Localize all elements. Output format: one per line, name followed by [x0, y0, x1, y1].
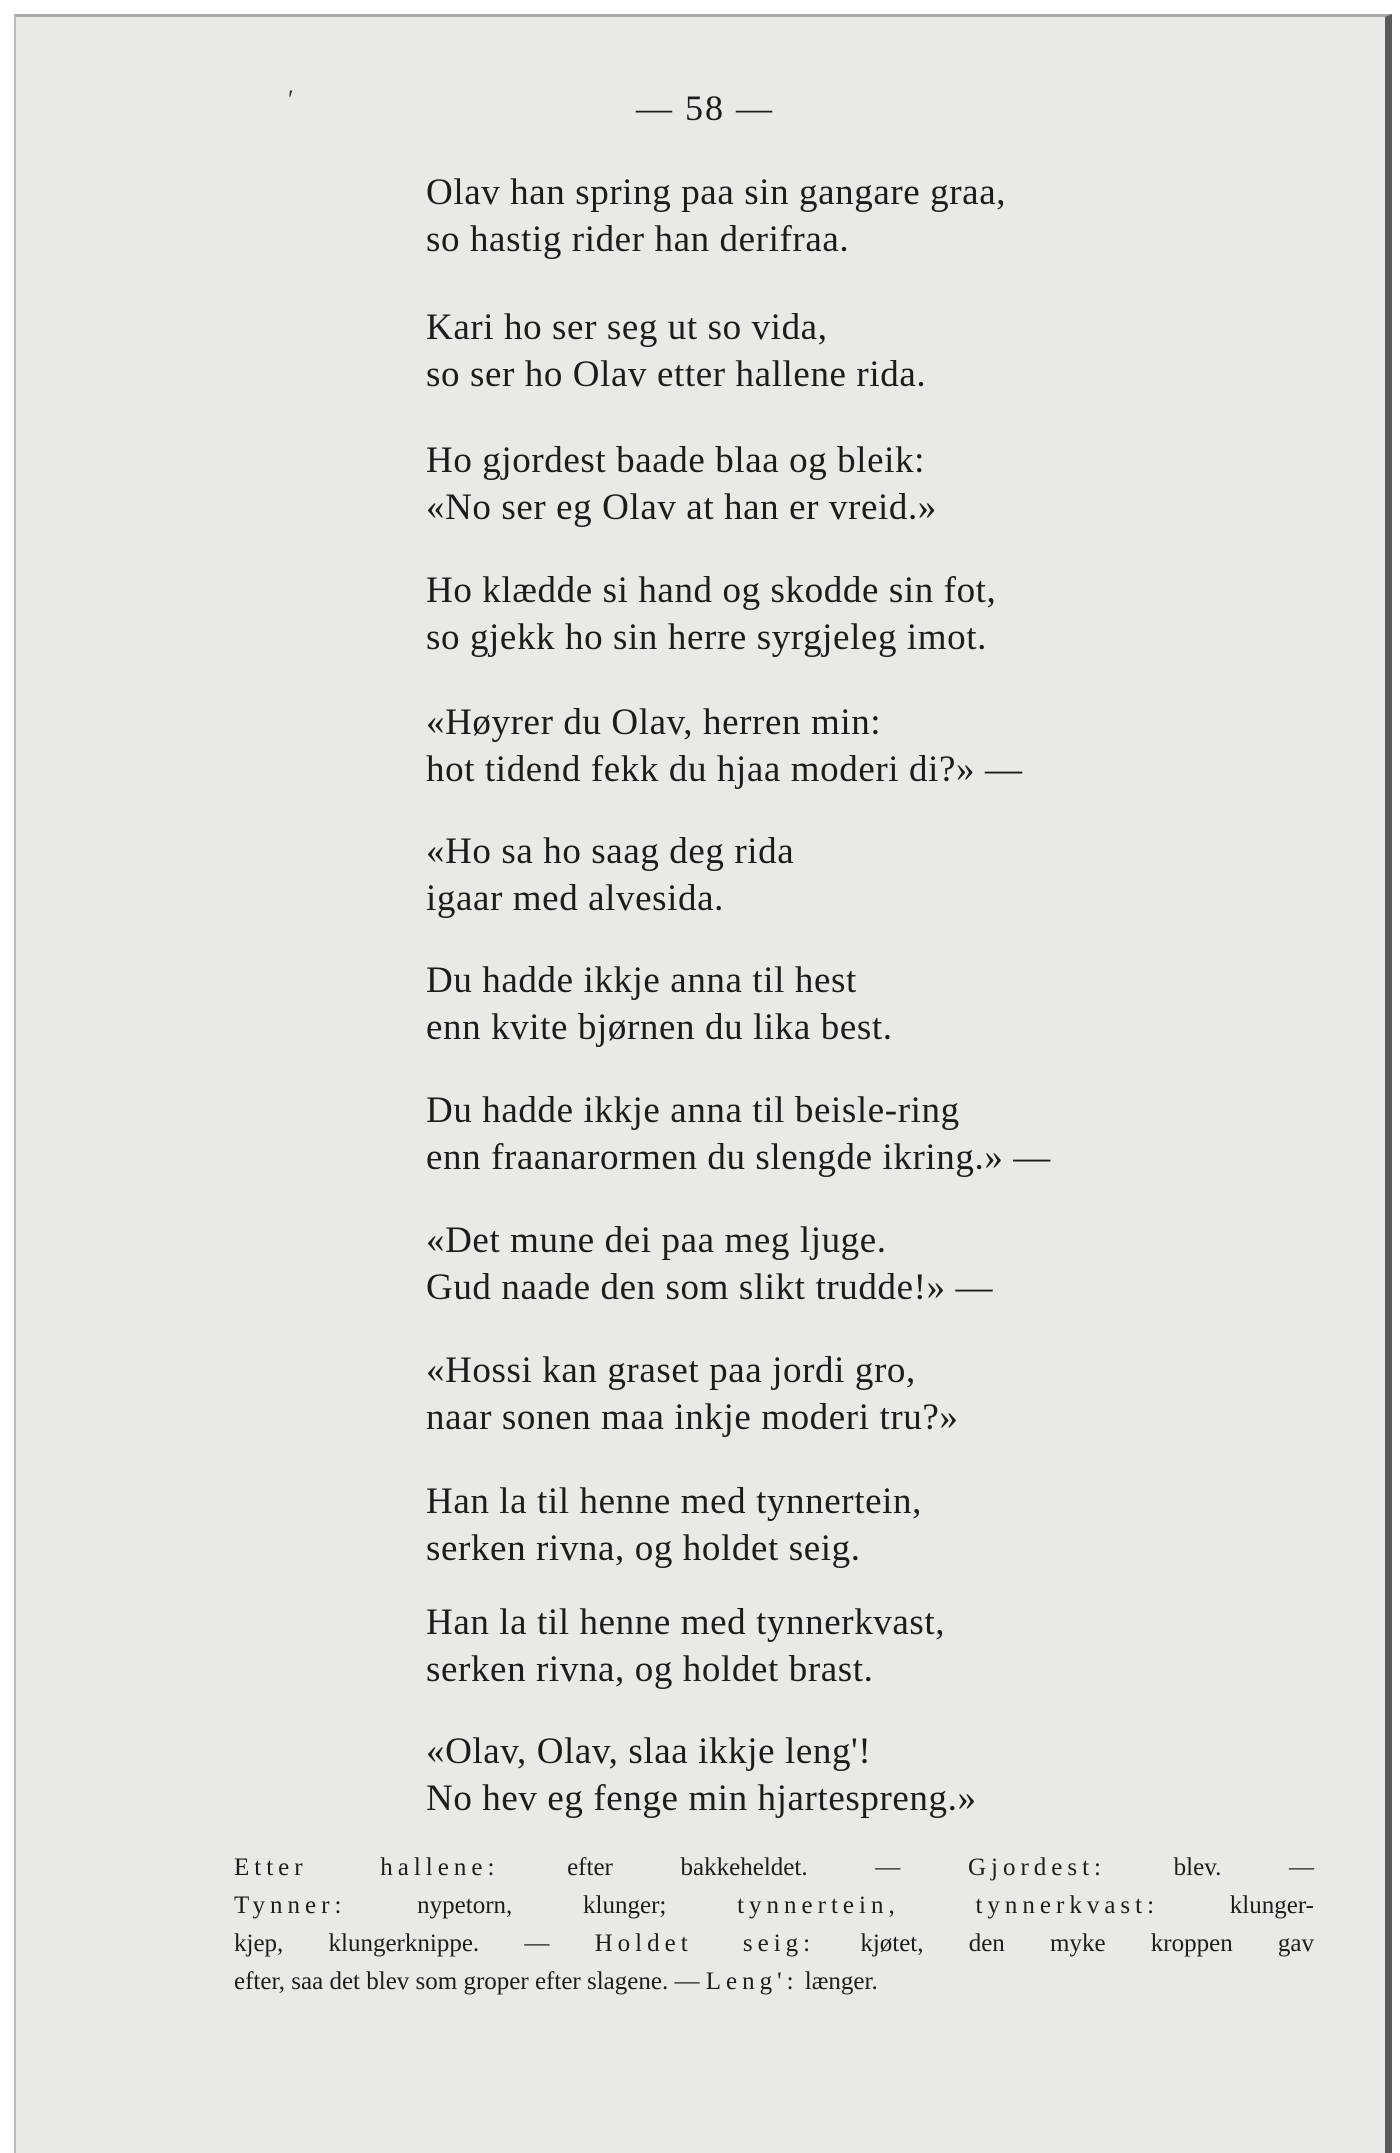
verse-line: «No ser eg Olav at han er vreid.»	[426, 487, 937, 528]
verse-line: Gud naade den som slikt trudde!» —	[426, 1267, 994, 1308]
footnote-line	[234, 1887, 1314, 1925]
stanza	[426, 437, 937, 531]
verse-line: Ho gjordest baade blaa og bleik:	[426, 440, 926, 481]
verse-line: Han la til henne med tynnerkvast,	[426, 1602, 946, 1643]
footnote-text: kjep, klungerknippe. —	[234, 1930, 550, 1957]
verse-line: «Olav, Olav, slaa ikkje leng'!	[426, 1731, 872, 1772]
stanza	[426, 1347, 958, 1441]
verse-line: «Høyrer du Olav, herren min:	[426, 702, 882, 743]
footnote-text: længer.	[804, 1968, 878, 1995]
stanza	[426, 1217, 993, 1311]
footnote-text: efter, saa det blev som groper efter slagene. —	[234, 1968, 700, 1995]
footnote-line	[234, 1925, 1314, 1963]
verse-line: Han la til henne med tynnertein,	[426, 1481, 922, 1522]
verse-line: Ho klædde si hand og skodde sin fot,	[426, 570, 997, 611]
footnotes	[234, 1849, 1314, 2001]
footnote-term: Gjordest:	[967, 1854, 1106, 1881]
footnote-text: klunger-	[1229, 1892, 1314, 1919]
verse-line: «Det mune dei paa meg ljuge.	[426, 1220, 887, 1261]
verse-line: serken rivna, og holdet brast.	[426, 1649, 874, 1690]
stanza	[426, 1087, 1051, 1181]
verse-line: No hev eg fenge min hjartespreng.»	[426, 1778, 977, 1819]
book-page	[14, 14, 1392, 2153]
verse-line: «Ho sa ho saag deg rida	[426, 831, 795, 872]
footnote-term: tynnertein, tynnerkvast:	[737, 1892, 1160, 1919]
footnote-text: nypetorn, klunger;	[417, 1892, 667, 1919]
verse-line: serken rivna, og holdet seig.	[426, 1528, 861, 1569]
stanza	[426, 1599, 945, 1693]
stanza	[426, 1728, 977, 1822]
verse-line: so hastig rider han derifraa.	[426, 219, 850, 260]
footnote-term: Etter hallene:	[234, 1854, 500, 1881]
verse-line: so gjekk ho sin herre syrgjeleg imot.	[426, 617, 988, 658]
footnote-term: Leng':	[705, 1968, 799, 1995]
footnote-line	[234, 1849, 1314, 1887]
verse-line: igaar med alvesida.	[426, 878, 725, 919]
verse-line: enn kvite bjørnen du lika best.	[426, 1007, 893, 1048]
footnote-line	[234, 1963, 1314, 2001]
page-number: — 58 —	[636, 88, 774, 128]
footnote-text: blev. —	[1173, 1854, 1315, 1881]
verse-line: Olav han spring paa sin gangare graa,	[426, 172, 1007, 213]
verse-line: Du hadde ikkje anna til hest	[426, 960, 857, 1001]
verse-line: Du hadde ikkje anna til beisle-ring	[426, 1090, 960, 1131]
verse-line: naar sonen maa inkje moderi tru?»	[426, 1397, 959, 1438]
stanza	[426, 304, 926, 398]
stanza	[426, 567, 996, 661]
verse-line: Kari ho ser seg ut so vida,	[426, 307, 828, 348]
verse-line: «Hossi kan graset paa jordi gro,	[426, 1350, 916, 1391]
verse-line: hot tidend fekk du hjaa moderi di?» —	[426, 749, 1023, 790]
stanza	[426, 1478, 922, 1572]
stanza	[426, 957, 893, 1051]
print-mark: ′	[288, 85, 294, 114]
verse-line: so ser ho Olav etter hallene rida.	[426, 354, 927, 395]
stanza	[426, 828, 794, 922]
footnote-term: Holdet seig:	[594, 1930, 816, 1957]
stanza	[426, 699, 1023, 793]
footnote-text: efter bakkeheldet. —	[567, 1854, 901, 1881]
verse-line: enn fraanarormen du slengde ikring.» —	[426, 1137, 1051, 1178]
stanza	[426, 169, 1006, 263]
footnote-text: kjøtet, den myke kroppen gav	[860, 1930, 1315, 1957]
footnote-term: Tynner:	[234, 1892, 347, 1919]
